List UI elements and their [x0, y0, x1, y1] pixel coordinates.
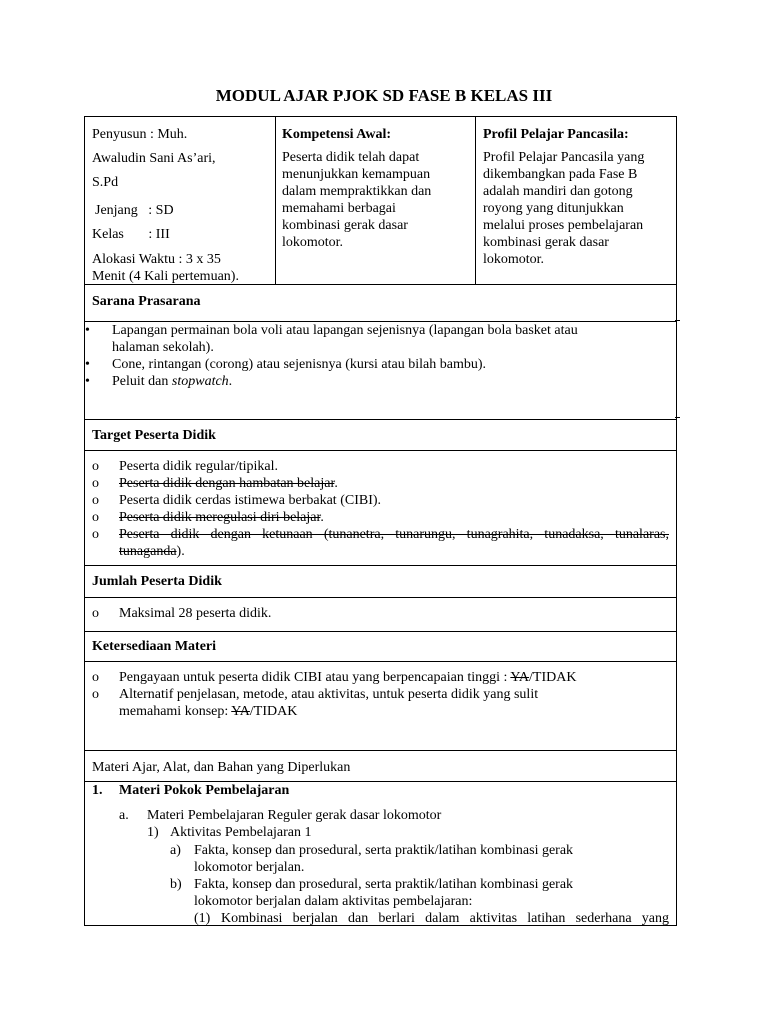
ketersediaan-item-cont	[119, 703, 297, 720]
target-item: Peserta didik cerdas istimewa berbakat (CIBI).	[119, 493, 382, 508]
ketersediaan-text: Pengayaan untuk peserta didik CIBI atau yang berpencapaian tinggi :	[119, 670, 511, 685]
pokok-heading: Materi Pokok Pembelajaran	[119, 783, 290, 798]
target-item	[119, 475, 338, 492]
edge-mark	[675, 417, 680, 418]
column-divider	[475, 117, 476, 284]
circle-bullet-icon: o	[92, 459, 99, 474]
target-item	[119, 509, 324, 526]
circle-bullet-icon: o	[92, 510, 99, 525]
module-table	[84, 116, 677, 926]
sarana-heading: Sarana Prasarana	[92, 294, 201, 309]
kelas: Kelas : III	[92, 227, 170, 242]
circle-bullet-icon: o	[92, 476, 99, 491]
profil-line: adalah mandiri dan gotong	[483, 184, 633, 199]
row-divider	[85, 661, 676, 662]
list-marker: b)	[170, 877, 182, 892]
materi-item-cont: lokomotor berjalan.	[194, 860, 305, 875]
materi-heading: Materi Ajar, Alat, dan Bahan yang Diperlukan	[92, 760, 351, 775]
pokok-number: 1.	[92, 783, 103, 798]
edge-mark	[675, 320, 680, 321]
circle-bullet-icon: o	[92, 670, 99, 685]
target-item-struck: Peserta didik dengan ketunaan (tunanetra, tunarungu, tunagrahita, tunadaksa, tunalaras,	[119, 527, 669, 542]
circle-bullet-icon: o	[92, 606, 99, 621]
kompetensi-line: kombinasi gerak dasar	[282, 218, 408, 233]
row-divider	[85, 565, 676, 566]
sarana-item	[112, 373, 232, 390]
penyusun-degree: S.Pd	[92, 175, 119, 190]
profil-cell	[483, 126, 673, 268]
info-cell	[92, 126, 270, 285]
profil-heading: Profil Pelajar Pancasila:	[483, 127, 629, 142]
profil-line: kombinasi gerak dasar	[483, 235, 609, 250]
bullet-icon: •	[85, 374, 90, 389]
row-divider	[85, 450, 676, 451]
sarana-item-end: .	[228, 374, 233, 389]
penyusun-line: Penyusun : Muh.	[92, 127, 188, 142]
materi-item: Fakta, konsep dan prosedural, serta praktik/latihan kombinasi gerak	[194, 877, 574, 892]
target-item-struck: tunaganda	[119, 544, 177, 559]
target-item-cont	[119, 543, 185, 560]
alokasi-waktu: Alokasi Waktu : 3 x 35	[92, 252, 221, 267]
ketersediaan-item	[119, 669, 576, 686]
tidak-option: /TIDAK	[529, 670, 577, 685]
materi-item: Aktivitas Pembelajaran 1	[170, 825, 312, 840]
list-marker: 1)	[147, 825, 159, 840]
jumlah-heading: Jumlah Peserta Didik	[92, 574, 222, 589]
sarana-item-text: Peluit dan	[112, 374, 172, 389]
bullet-icon: •	[85, 323, 90, 338]
circle-bullet-icon: o	[92, 687, 99, 702]
materi-item-cont: lokomotor berjalan dalam aktivitas pembelajaran:	[194, 894, 473, 909]
bullet-icon: •	[85, 357, 90, 372]
kompetensi-line: dalam mempraktikkan dan	[282, 184, 432, 199]
circle-bullet-icon: o	[92, 527, 99, 542]
stopwatch-text: stopwatch	[171, 374, 229, 389]
kompetensi-line: lokomotor.	[282, 235, 344, 250]
circle-bullet-icon: o	[92, 493, 99, 508]
target-item-end: ).	[176, 544, 185, 559]
row-divider	[85, 419, 676, 420]
row-divider	[85, 631, 676, 632]
kompetensi-line: Peserta didik telah dapat	[282, 150, 420, 165]
target-item-struck: Peserta didik meregulasi diri belajar	[119, 510, 321, 525]
target-item-end: .	[320, 510, 324, 525]
list-marker: (1)	[194, 911, 211, 926]
profil-line: lokomotor.	[483, 252, 545, 267]
kompetensi-cell	[282, 126, 470, 251]
column-divider	[275, 117, 276, 284]
materi-item: Materi Pembelajaran Reguler gerak dasar lokomotor	[147, 808, 442, 823]
materi-item: Kombinasi berjalan dan berlari dalam aktivitas latihan sederhana yang	[221, 911, 669, 926]
target-item: Peserta didik regular/tipikal.	[119, 459, 279, 474]
kompetensi-line: menunjukkan kemampuan	[282, 167, 431, 182]
kompetensi-heading: Kompetensi Awal:	[282, 127, 392, 142]
target-item-end: .	[334, 476, 338, 491]
jenjang: Jenjang : SD	[95, 203, 174, 218]
tidak-option: /TIDAK	[249, 704, 298, 719]
ya-option-struck: YA	[231, 704, 250, 719]
profil-line: melalui proses pembelajaran	[483, 218, 644, 233]
target-heading: Target Peserta Didik	[92, 428, 216, 443]
sarana-item: Lapangan permainan bola voli atau lapangan sejenisnya (lapangan bola basket atau	[112, 323, 578, 338]
profil-line: royong yang ditunjukkan	[483, 201, 624, 216]
kompetensi-line: memahami berbagai	[282, 201, 396, 216]
ketersediaan-heading: Ketersediaan Materi	[92, 639, 217, 654]
sarana-item: Cone, rintangan (corong) atau sejenisnya (kursi atau bilah bambu).	[112, 357, 486, 372]
profil-line: dikembangkan pada Fase B	[483, 167, 638, 182]
list-marker: a)	[170, 843, 181, 858]
jumlah-item: Maksimal 28 peserta didik.	[119, 606, 272, 621]
alokasi-waktu-detail: Menit (4 Kali pertemuan).	[92, 269, 239, 284]
ya-option-struck: YA	[510, 670, 530, 685]
profil-line: Profil Pelajar Pancasila yang	[483, 150, 645, 165]
row-divider	[85, 750, 676, 751]
materi-item: Fakta, konsep dan prosedural, serta praktik/latihan kombinasi gerak	[194, 843, 574, 858]
sarana-item-cont: halaman sekolah).	[112, 340, 214, 355]
document-title: MODUL AJAR PJOK SD FASE B KELAS III	[215, 86, 553, 105]
list-marker: a.	[119, 808, 129, 823]
penyusun-name: Awaludin Sani As’ari,	[92, 151, 216, 166]
ketersediaan-text: memahami konsep:	[119, 704, 232, 719]
row-divider	[85, 597, 676, 598]
target-item-struck: Peserta didik dengan hambatan belajar	[119, 476, 335, 491]
ketersediaan-item: Alternatif penjelasan, metode, atau aktivitas, untuk peserta didik yang sulit	[119, 687, 539, 702]
